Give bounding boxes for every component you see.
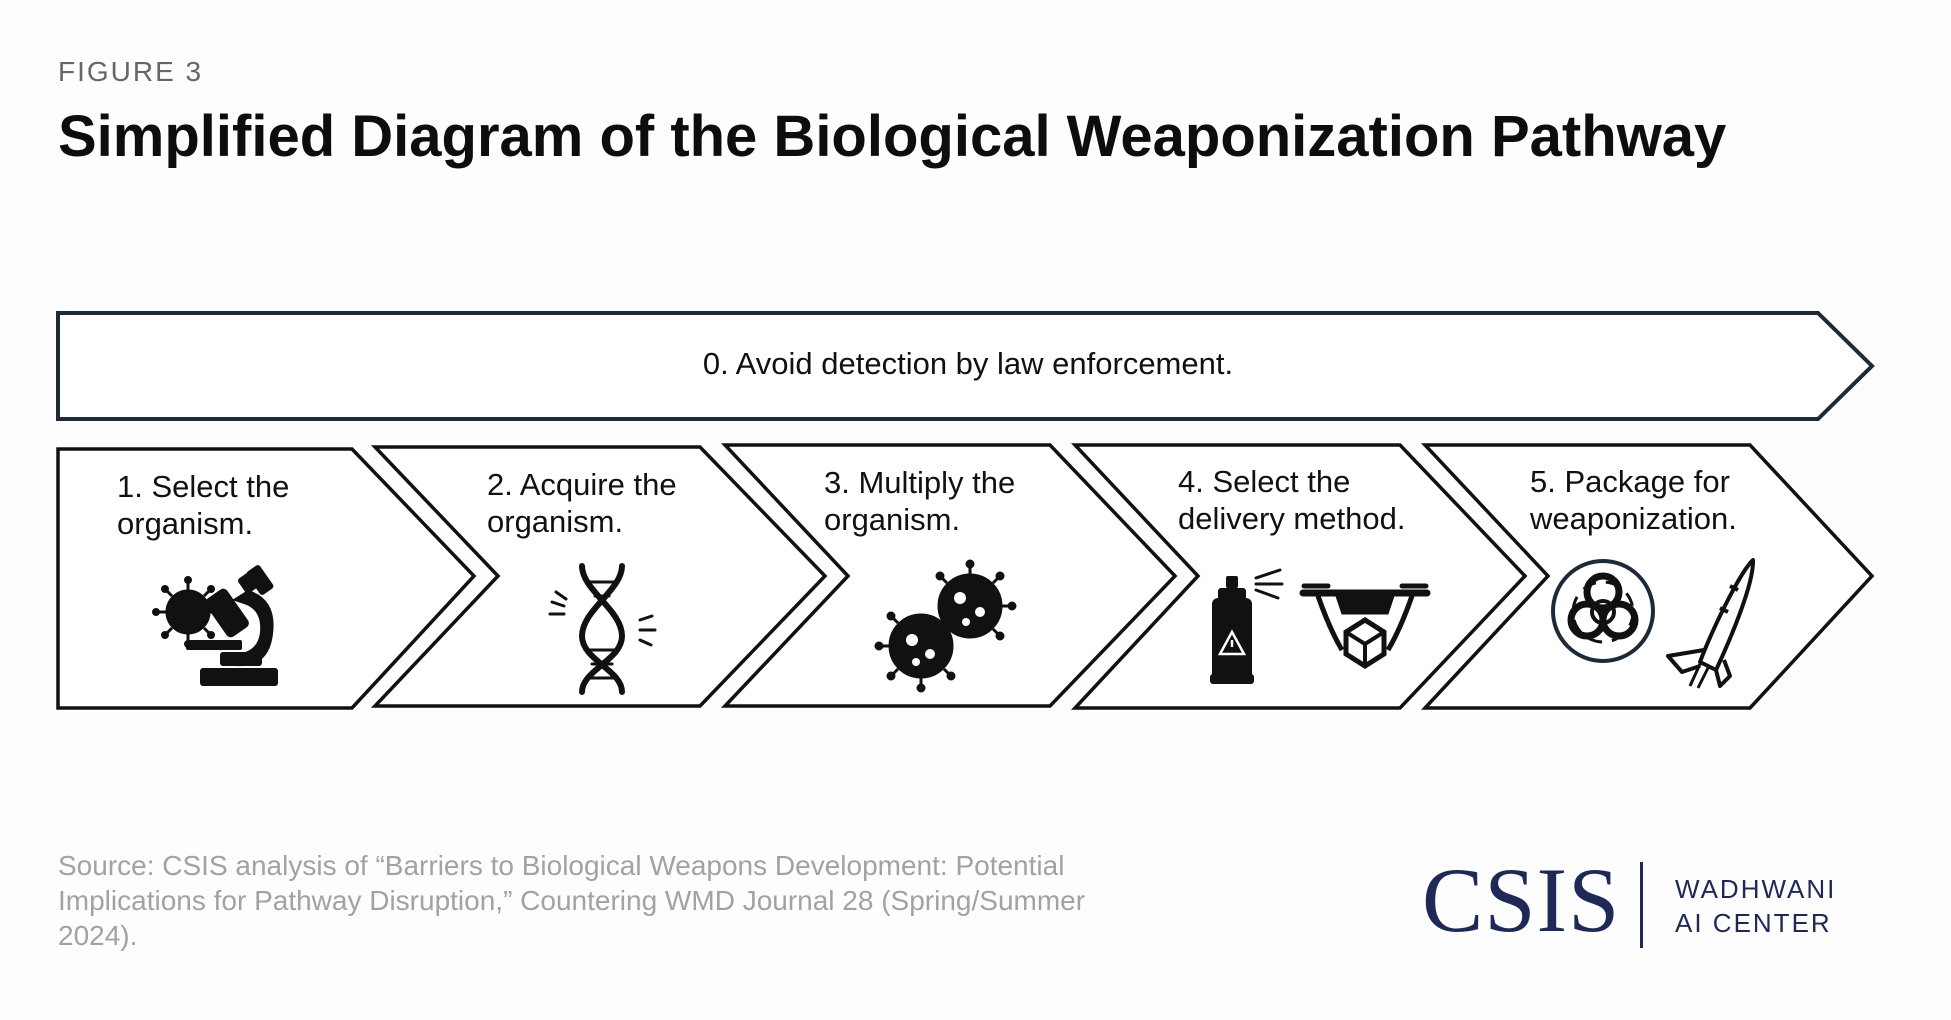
step-2-line-1: 2. Acquire the: [487, 467, 677, 502]
step-2-label: [487, 466, 677, 540]
biohazard-icon: [1553, 561, 1653, 661]
logo-divider: [1640, 862, 1643, 948]
step-3-line-2: organism.: [824, 502, 961, 537]
step-2-line-2: organism.: [487, 504, 624, 539]
source-note: Source: CSIS analysis of “Barriers to Biological Weapons Development: Potential Implications for Pathway Disruption,” Countering WMD Journal 28 (Spring/Summer 2024).: [58, 850, 1086, 951]
figure-label: FIGURE 3: [58, 56, 204, 87]
step-4-label: [1178, 463, 1405, 537]
step-5-line-2: weaponization.: [1530, 501, 1737, 536]
logo-sub-line-1: WADHWANI: [1675, 874, 1837, 904]
step-5-line-1: 5. Package for: [1530, 464, 1730, 499]
banner-label: 0. Avoid detection by law enforcement.: [702, 346, 1234, 381]
page-title: Simplified Diagram of the Biological Weaponization Pathway: [58, 104, 1727, 169]
step-4-line-2: delivery method.: [1178, 501, 1406, 536]
step-4-line-1: 4. Select the: [1178, 464, 1351, 499]
step-1-line-2: organism.: [117, 506, 254, 541]
step-5-label: [1530, 463, 1737, 537]
step-1-line-1: 1. Select the: [117, 469, 290, 504]
step-1-label: [117, 468, 289, 542]
logo-sub-line-2: AI CENTER: [1675, 908, 1832, 938]
step-3-label: [824, 464, 1015, 538]
csis-logo: CSIS: [1422, 849, 1621, 951]
step-3-line-1: 3. Multiply the: [824, 465, 1016, 500]
